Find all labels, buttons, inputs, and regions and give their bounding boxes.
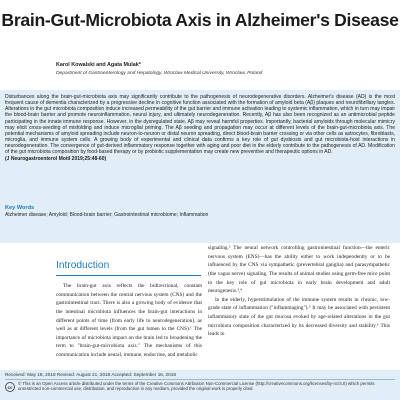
article-dates: Received: May 18, 2018 Revised: August 21, 2018 Accepted: September 16, 2018: [5, 372, 176, 377]
footer-divider: [5, 379, 395, 380]
license-text: © This is an Open Access article distributed under the terms of the Creative Commons Attribution Non-Commercial License (http://creativecommons.org/licenses/by-nc/4.0) which permits unrestricted non-commercial use, distribution, and reproduction in any medium, provided the original work is properly cited.: [18, 381, 375, 392]
journal-reference: (J Neurogastroenterol Motil 2019;25:48-60): [5, 155, 107, 162]
abstract: [5, 94, 395, 162]
intro-right-paragraph-2: In the elderly, hyperstimulation of the immune system results in chronic, low-grade state of inflammation ("inflammaging").⁵ It may be associated with persistent inflammatory state of the gut mucosa evoked by age-related alterations in the gut microbiota composition characterized by its decreased diversity and stability.⁶ This leads to: [208, 296, 390, 338]
intro-right-paragraph-1: signaling.² The neural network controlling gastrointestinal function—the enteric nervous system (ENS)—has the ability either to work independently or to be influenced by the CNS via sympathetic (prevertebral ganglia) and parasympathetic (the vagus nerve) signaling. The results of animal studies using germ-free mice point to the key role of gut microbiota in early brain development and adult neurogenesis.³,⁴: [208, 245, 390, 295]
intro-left-column: [56, 282, 202, 360]
intro-right-column: [208, 244, 390, 339]
introduction-rule: [56, 275, 201, 276]
article-authors: Karol Kowalski and Agata Mulak*: [56, 62, 141, 68]
abstract-text: Disturbances along the brain-gut-microbiota axis may significantly contribute to the pathogenesis of neurodegenerative disorders. Alzheimer's disease (AD) is the most frequent cause of dementia characterized by a progressive decline in cognitive function associated with the formation of amyloid beta (Aβ) plaques and neurofibrillary tangles. Alterations in the gut microbiota composition induce increased permeability of the gut barrier and immune activation leading to systemic inflammation, which in turn may impair the blood-brain barrier and promote neuroinflammation, neural injury, and ultimately neurodegeneration. Recently, Aβ has also been recognized as an antimicrobial peptide participating in the innate immune response. However, in the dysregulated state, Aβ may reveal harmful properties. Importantly, bacterial amyloids through molecular mimicry may elicit cross-seeding of misfolding and induce microglial priming. The Aβ seeding and propagation may occur at different levels of the brain-gut-microbiota axis. The potential mechanisms of amyloid spreading include neuron-to-neuron or distal neuron spreading, direct blood-brain barrier crossing or via other cells as astrocytes, fibroblasts, microglia, and immune system cells. A growing body of experimental and clinical data confirms a key role of gut dysbiosis and gut microbiota-host interactions in neurodegeneration. The convergence of gut-derived inflammatory response together with aging and poor diet in the elderly contribute to the pathogenesis of AD. Modification of the gut microbiota composition by food-based therapy or by probiotic supplementation may create new preventive and therapeutic options in AD.: [5, 94, 395, 156]
keywords-list: Alzheimer disease; Amyloid; Blood-brain barrier; Gastrointestinal microbiome; Inflammation: [5, 212, 209, 218]
author-affiliation: Department of Gastroenterology and Hepatology, Wroclaw Medical University, Wroclaw, Poland: [56, 71, 263, 76]
creative-commons-icon: cc: [5, 382, 15, 392]
keywords-heading: Key Words: [5, 205, 35, 211]
introduction-heading: Introduction: [56, 260, 110, 271]
article-title: Brain-Gut-Microbiota Axis in Alzheimer's Disease: [1, 10, 399, 30]
intro-left-text: The brain-gut axis reflects the bidirectional, constant communication between the central nervous system (CNS) and the gastrointestinal tract. There is also a growing body of evidence that the intestinal microbiota influences the brain-gut interactions in different points of time (from early life to neurodegeneration), as well as at different levels (from the gut lumen to the CNS).¹ The importance of microbiota impact on the brain led to broadening the term to "brain-gut-microbiota axis." The mechanisms of this communication include neural, immune, endocrine, and metabolic: [56, 283, 202, 358]
